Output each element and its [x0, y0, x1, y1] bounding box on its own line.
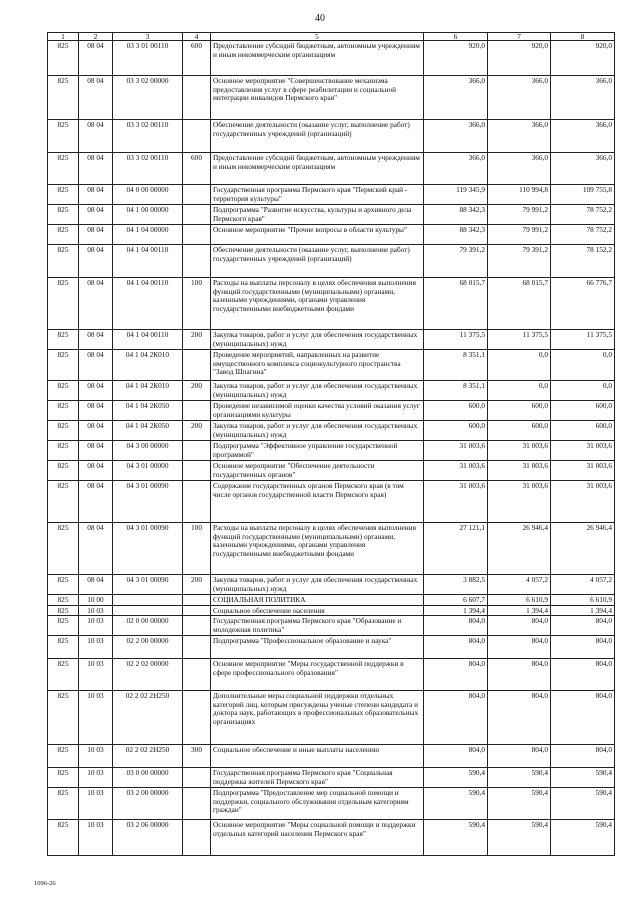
- amount-cell: 920,0: [551, 41, 615, 76]
- expense-type-cell: [183, 659, 211, 691]
- admin-code-cell: 825: [48, 350, 79, 381]
- description-cell: Расходы на выплаты персоналу в целях обеспечения выполнения функций государственными (муниципальными) органами, казенными учреждениями, органами управления государственными внебюджетными фондами: [211, 523, 424, 575]
- amount-cell: 590,4: [424, 820, 488, 856]
- section-cell: 08 04: [79, 225, 113, 245]
- amount-cell: 366,0: [488, 153, 551, 185]
- expense-type-cell: [183, 605, 211, 616]
- amount-cell: 78 752,2: [551, 205, 615, 225]
- table-row: [48, 745, 615, 768]
- table-row: [48, 441, 615, 461]
- amount-cell: 366,0: [488, 120, 551, 153]
- expense-type-cell: [183, 120, 211, 153]
- amount-cell: 6 610,9: [551, 595, 615, 606]
- section-cell: 08 04: [79, 278, 113, 330]
- section-cell: 08 04: [79, 185, 113, 205]
- admin-code-cell: 825: [48, 41, 79, 76]
- table-row: [48, 768, 615, 788]
- expense-type-cell: [183, 481, 211, 523]
- admin-code-cell: 825: [48, 185, 79, 205]
- amount-cell: 88 342,3: [424, 205, 488, 225]
- description-cell: Подпрограмма "Развитие искусства, культуры и архивного дела Пермского края": [211, 205, 424, 225]
- amount-cell: 31 003,6: [551, 481, 615, 523]
- admin-code-cell: 825: [48, 820, 79, 856]
- amount-cell: 4 057,2: [551, 575, 615, 595]
- description-cell: Проведение мероприятий, направленных на развитие имущественного комплекса социокультурного пространства "Завод Шпагина": [211, 350, 424, 381]
- admin-code-cell: 825: [48, 225, 79, 245]
- column-header: 8: [551, 33, 615, 41]
- amount-cell: 110 994,8: [488, 185, 551, 205]
- description-cell: Предоставление субсидий бюджетным, автономным учреждениям и иным некоммерческим организациям: [211, 41, 424, 76]
- target-article-cell: [113, 595, 183, 606]
- target-article-cell: 04 1 04 00110: [113, 245, 183, 278]
- admin-code-cell: 825: [48, 575, 79, 595]
- admin-code-cell: 825: [48, 691, 79, 745]
- target-article-cell: 04 1 04 2К050: [113, 421, 183, 441]
- expense-type-cell: [183, 595, 211, 606]
- expense-type-cell: [183, 185, 211, 205]
- section-cell: 08 04: [79, 76, 113, 120]
- amount-cell: 0,0: [488, 350, 551, 381]
- amount-cell: 600,0: [551, 401, 615, 421]
- amount-cell: 590,4: [488, 820, 551, 856]
- amount-cell: 79 391,2: [424, 245, 488, 278]
- admin-code-cell: 825: [48, 745, 79, 768]
- amount-cell: 66 776,7: [551, 278, 615, 330]
- table-row: [48, 820, 615, 856]
- description-cell: Основное мероприятие "Прочие вопросы в области культуры": [211, 225, 424, 245]
- admin-code-cell: 825: [48, 523, 79, 575]
- expense-type-cell: [183, 788, 211, 820]
- amount-cell: 31 003,6: [488, 461, 551, 481]
- amount-cell: 79 991,2: [488, 225, 551, 245]
- expense-type-cell: [183, 636, 211, 659]
- description-cell: Основное мероприятие "Меры государственной поддержки в сфере профессионального образования": [211, 659, 424, 691]
- target-article-cell: 03 2 06 00000: [113, 820, 183, 856]
- amount-cell: 590,4: [551, 788, 615, 820]
- amount-cell: 366,0: [424, 76, 488, 120]
- column-header: 1: [48, 33, 79, 41]
- amount-cell: 79 991,2: [488, 205, 551, 225]
- column-header: 6: [424, 33, 488, 41]
- amount-cell: 68 015,7: [488, 278, 551, 330]
- target-article-cell: 03 0 00 00000: [113, 768, 183, 788]
- description-cell: Предоставление субсидий бюджетным, автономным учреждениям и иным некоммерческим организациям: [211, 153, 424, 185]
- admin-code-cell: 825: [48, 401, 79, 421]
- amount-cell: 804,0: [551, 616, 615, 636]
- description-cell: Закупка товаров, работ и услуг для обеспечения государственных (муниципальных) нужд: [211, 381, 424, 401]
- admin-code-cell: 825: [48, 381, 79, 401]
- target-article-cell: 03 3 01 00110: [113, 41, 183, 76]
- expense-type-cell: [183, 820, 211, 856]
- table-row: [48, 350, 615, 381]
- amount-cell: 31 003,6: [551, 461, 615, 481]
- amount-cell: 0,0: [551, 350, 615, 381]
- description-cell: Социальное обеспечение населения: [211, 605, 424, 616]
- target-article-cell: 04 1 00 00000: [113, 205, 183, 225]
- amount-cell: 804,0: [551, 659, 615, 691]
- amount-cell: 366,0: [551, 120, 615, 153]
- admin-code-cell: 825: [48, 616, 79, 636]
- admin-code-cell: 825: [48, 421, 79, 441]
- description-cell: Подпрограмма "Профессиональное образование и наука": [211, 636, 424, 659]
- amount-cell: 26 946,4: [551, 523, 615, 575]
- section-cell: 10 03: [79, 820, 113, 856]
- expense-type-cell: 200: [183, 575, 211, 595]
- section-cell: 08 04: [79, 481, 113, 523]
- amount-cell: 6 607,7: [424, 595, 488, 606]
- description-cell: СОЦИАЛЬНАЯ ПОЛИТИКА: [211, 595, 424, 606]
- table-row: [48, 278, 615, 330]
- section-cell: 08 04: [79, 41, 113, 76]
- amount-cell: 804,0: [424, 745, 488, 768]
- amount-cell: 0,0: [488, 381, 551, 401]
- column-header: 4: [183, 33, 211, 41]
- amount-cell: 804,0: [551, 745, 615, 768]
- description-cell: Подпрограмма "Предоставление мер социальной помощи и поддержки, социального обслуживания отдельным категориям граждан": [211, 788, 424, 820]
- admin-code-cell: 825: [48, 330, 79, 350]
- expense-type-cell: [183, 245, 211, 278]
- table-row: [48, 421, 615, 441]
- table-row: [48, 595, 615, 606]
- expense-type-cell: [183, 350, 211, 381]
- table-row: [48, 523, 615, 575]
- admin-code-cell: 825: [48, 120, 79, 153]
- target-article-cell: 02 2 02 2Н250: [113, 745, 183, 768]
- admin-code-cell: 825: [48, 595, 79, 606]
- amount-cell: 600,0: [488, 421, 551, 441]
- expense-type-cell: 200: [183, 381, 211, 401]
- amount-cell: 109 755,8: [551, 185, 615, 205]
- amount-cell: 804,0: [488, 659, 551, 691]
- description-cell: Содержание государственных органов Пермского края (в том числе органов государственной власти Пермского края): [211, 481, 424, 523]
- section-cell: 08 04: [79, 245, 113, 278]
- target-article-cell: 04 0 00 00000: [113, 185, 183, 205]
- amount-cell: 804,0: [488, 691, 551, 745]
- target-article-cell: 04 3 01 00090: [113, 481, 183, 523]
- section-cell: 10 03: [79, 691, 113, 745]
- description-cell: Государственная программа Пермского края "Социальная поддержка жителей Пермского края": [211, 768, 424, 788]
- target-article-cell: 04 1 04 2К010: [113, 381, 183, 401]
- table-row: [48, 636, 615, 659]
- admin-code-cell: 825: [48, 76, 79, 120]
- section-cell: 10 03: [79, 659, 113, 691]
- admin-code-cell: 825: [48, 768, 79, 788]
- table-row: [48, 788, 615, 820]
- amount-cell: 119 345,9: [424, 185, 488, 205]
- admin-code-cell: 825: [48, 659, 79, 691]
- amount-cell: 31 003,6: [424, 461, 488, 481]
- expense-type-cell: [183, 768, 211, 788]
- target-article-cell: 03 3 02 00000: [113, 76, 183, 120]
- expense-type-cell: [183, 616, 211, 636]
- column-header: 7: [488, 33, 551, 41]
- expense-type-cell: [183, 225, 211, 245]
- amount-cell: 590,4: [424, 788, 488, 820]
- table-row: [48, 153, 615, 185]
- amount-cell: 6 610,9: [488, 595, 551, 606]
- admin-code-cell: 825: [48, 636, 79, 659]
- section-cell: 08 04: [79, 461, 113, 481]
- amount-cell: 600,0: [424, 401, 488, 421]
- amount-cell: 590,4: [424, 768, 488, 788]
- description-cell: Социальное обеспечение и иные выплаты населению: [211, 745, 424, 768]
- amount-cell: 804,0: [551, 636, 615, 659]
- expense-type-cell: 100: [183, 278, 211, 330]
- amount-cell: 31 003,6: [424, 481, 488, 523]
- amount-cell: 0,0: [551, 381, 615, 401]
- table-row: [48, 691, 615, 745]
- description-cell: Проведение независимой оценки качества условий оказания услуг организациями культуры: [211, 401, 424, 421]
- table-row: [48, 401, 615, 421]
- expense-type-cell: 600: [183, 41, 211, 76]
- section-cell: 10 03: [79, 605, 113, 616]
- amount-cell: 600,0: [424, 421, 488, 441]
- amount-cell: 920,0: [488, 41, 551, 76]
- section-cell: 08 04: [79, 153, 113, 185]
- description-cell: Основное мероприятие "Обеспечение деятельности государственных органов": [211, 461, 424, 481]
- target-article-cell: 04 3 01 00000: [113, 461, 183, 481]
- amount-cell: 79 391,2: [488, 245, 551, 278]
- section-cell: 08 04: [79, 330, 113, 350]
- amount-cell: 78 152,2: [551, 245, 615, 278]
- amount-cell: 804,0: [424, 616, 488, 636]
- amount-cell: 590,4: [488, 788, 551, 820]
- amount-cell: 366,0: [551, 153, 615, 185]
- amount-cell: 804,0: [424, 691, 488, 745]
- footer-code: 1096-26: [34, 880, 56, 887]
- table-body: [48, 41, 615, 856]
- amount-cell: 804,0: [424, 659, 488, 691]
- table-row: [48, 461, 615, 481]
- table-row: [48, 575, 615, 595]
- expense-type-cell: 300: [183, 745, 211, 768]
- table-row: [48, 659, 615, 691]
- target-article-cell: 02 2 02 00000: [113, 659, 183, 691]
- amount-cell: 366,0: [424, 153, 488, 185]
- expense-type-cell: [183, 461, 211, 481]
- expense-type-cell: 200: [183, 330, 211, 350]
- amount-cell: 590,4: [551, 820, 615, 856]
- target-article-cell: 04 3 01 00090: [113, 523, 183, 575]
- table-row: [48, 225, 615, 245]
- admin-code-cell: 825: [48, 245, 79, 278]
- description-cell: Закупка товаров, работ и услуг для обеспечения государственных (муниципальных) нужд: [211, 421, 424, 441]
- description-cell: Закупка товаров, работ и услуг для обеспечения государственных (муниципальных) нужд: [211, 575, 424, 595]
- expense-type-cell: [183, 205, 211, 225]
- description-cell: Обеспечение деятельности (оказание услуг, выполнение работ) государственных учреждений (организаций): [211, 245, 424, 278]
- table-row: [48, 481, 615, 523]
- admin-code-cell: 825: [48, 481, 79, 523]
- section-cell: 08 04: [79, 205, 113, 225]
- target-article-cell: 02 2 00 00000: [113, 636, 183, 659]
- table-row: [48, 205, 615, 225]
- admin-code-cell: 825: [48, 278, 79, 330]
- expense-type-cell: [183, 76, 211, 120]
- table-row: [48, 185, 615, 205]
- amount-cell: 804,0: [551, 691, 615, 745]
- amount-cell: 68 015,7: [424, 278, 488, 330]
- description-cell: Расходы на выплаты персоналу в целях обеспечения выполнения функций государственными (муниципальными) органами, казенными учреждениями, органами управления государственными внебюджетными фондами: [211, 278, 424, 330]
- amount-cell: 27 121,1: [424, 523, 488, 575]
- target-article-cell: 02 0 00 00000: [113, 616, 183, 636]
- table-row: [48, 76, 615, 120]
- expense-type-cell: 100: [183, 523, 211, 575]
- amount-cell: 8 351,1: [424, 381, 488, 401]
- column-header: 3: [113, 33, 183, 41]
- page-number: 40: [315, 13, 325, 24]
- admin-code-cell: 825: [48, 461, 79, 481]
- amount-cell: 11 375,5: [488, 330, 551, 350]
- admin-code-cell: 825: [48, 153, 79, 185]
- header-row: [48, 33, 615, 41]
- amount-cell: 31 003,6: [488, 441, 551, 461]
- amount-cell: 804,0: [488, 745, 551, 768]
- description-cell: Государственная программа Пермского края "Пермский край - территория культуры": [211, 185, 424, 205]
- amount-cell: 88 342,3: [424, 225, 488, 245]
- amount-cell: 366,0: [488, 76, 551, 120]
- amount-cell: 3 882,5: [424, 575, 488, 595]
- description-cell: Закупка товаров, работ и услуг для обеспечения государственных (муниципальных) нужд: [211, 330, 424, 350]
- description-cell: Дополнительные меры социальной поддержки отдельных категорий лиц, которым присуждены ученые степени кандидата и доктора наук, работающих в профессиональных образовательных организациях: [211, 691, 424, 745]
- target-article-cell: [113, 605, 183, 616]
- table-row: [48, 330, 615, 350]
- section-cell: 10 03: [79, 745, 113, 768]
- amount-cell: 31 003,6: [488, 481, 551, 523]
- description-cell: Подпрограмма "Эффективное управление государственной программой": [211, 441, 424, 461]
- admin-code-cell: 825: [48, 205, 79, 225]
- expense-type-cell: [183, 441, 211, 461]
- amount-cell: 78 752,2: [551, 225, 615, 245]
- table-row: [48, 245, 615, 278]
- amount-cell: 804,0: [488, 636, 551, 659]
- budget-table: [47, 32, 615, 856]
- section-cell: 10 03: [79, 768, 113, 788]
- description-cell: Государственная программа Пермского края "Образование и молодежная политика": [211, 616, 424, 636]
- amount-cell: 1 394,4: [551, 605, 615, 616]
- amount-cell: 590,4: [551, 768, 615, 788]
- amount-cell: 26 946,4: [488, 523, 551, 575]
- description-cell: Основное мероприятие "Меры социальной помощи и поддержки отдельных категорий населения Пермского края": [211, 820, 424, 856]
- section-cell: 08 04: [79, 421, 113, 441]
- column-header: 2: [79, 33, 113, 41]
- section-cell: 10 00: [79, 595, 113, 606]
- table-row: [48, 381, 615, 401]
- amount-cell: 804,0: [488, 616, 551, 636]
- amount-cell: 590,4: [488, 768, 551, 788]
- amount-cell: 804,0: [424, 636, 488, 659]
- target-article-cell: 03 3 02 00110: [113, 153, 183, 185]
- section-cell: 08 04: [79, 350, 113, 381]
- section-cell: 08 04: [79, 523, 113, 575]
- amount-cell: 31 003,6: [551, 441, 615, 461]
- column-header: 5: [211, 33, 424, 41]
- admin-code-cell: 825: [48, 788, 79, 820]
- expense-type-cell: 600: [183, 153, 211, 185]
- section-cell: 10 03: [79, 636, 113, 659]
- amount-cell: 11 375,5: [551, 330, 615, 350]
- amount-cell: 600,0: [488, 401, 551, 421]
- amount-cell: 920,0: [424, 41, 488, 76]
- target-article-cell: 04 3 01 00090: [113, 575, 183, 595]
- section-cell: 08 04: [79, 120, 113, 153]
- target-article-cell: 04 1 04 2К050: [113, 401, 183, 421]
- target-article-cell: 03 3 02 00110: [113, 120, 183, 153]
- amount-cell: 600,0: [551, 421, 615, 441]
- table-row: [48, 616, 615, 636]
- section-cell: 10 03: [79, 616, 113, 636]
- table-row: [48, 605, 615, 616]
- amount-cell: 1 394,4: [488, 605, 551, 616]
- target-article-cell: 04 1 04 2К010: [113, 350, 183, 381]
- amount-cell: 366,0: [551, 76, 615, 120]
- expense-type-cell: 200: [183, 421, 211, 441]
- section-cell: 08 04: [79, 441, 113, 461]
- amount-cell: 31 003,6: [424, 441, 488, 461]
- amount-cell: 1 394,4: [424, 605, 488, 616]
- section-cell: 08 04: [79, 381, 113, 401]
- admin-code-cell: 825: [48, 605, 79, 616]
- amount-cell: 4 057,2: [488, 575, 551, 595]
- amount-cell: 366,0: [424, 120, 488, 153]
- expense-type-cell: [183, 691, 211, 745]
- target-article-cell: 04 1 04 00110: [113, 278, 183, 330]
- description-cell: Обеспечение деятельности (оказание услуг, выполнение работ) государственных учреждений (организаций): [211, 120, 424, 153]
- section-cell: 08 04: [79, 401, 113, 421]
- table-row: [48, 41, 615, 76]
- amount-cell: 11 375,5: [424, 330, 488, 350]
- admin-code-cell: 825: [48, 441, 79, 461]
- target-article-cell: 04 3 00 00000: [113, 441, 183, 461]
- description-cell: Основное мероприятие "Совершенствование механизма предоставления услуг в сфере реабилитации и социальной интеграции инвалидов Пермского края": [211, 76, 424, 120]
- target-article-cell: 04 1 04 00110: [113, 330, 183, 350]
- target-article-cell: 03 2 00 00000: [113, 788, 183, 820]
- target-article-cell: 04 1 04 00000: [113, 225, 183, 245]
- table-row: [48, 120, 615, 153]
- amount-cell: 8 351,1: [424, 350, 488, 381]
- section-cell: 08 04: [79, 575, 113, 595]
- section-cell: 10 03: [79, 788, 113, 820]
- target-article-cell: 02 2 02 2Н250: [113, 691, 183, 745]
- expense-type-cell: [183, 401, 211, 421]
